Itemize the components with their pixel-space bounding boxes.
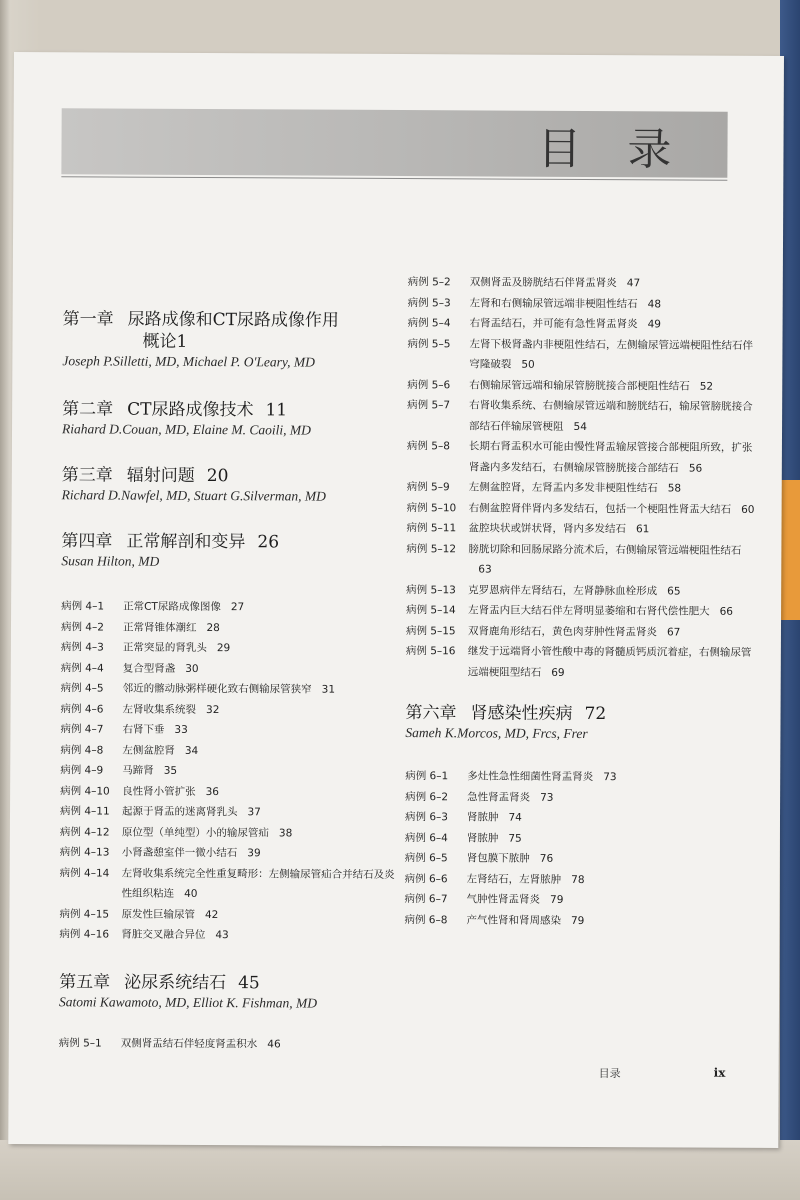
chapter-heading[interactable] [62,464,402,488]
case-page-number: 73 [603,771,617,784]
case-number: 病例 5–13 [406,583,456,596]
case-title-text: 马蹄肾 [122,764,154,777]
case-title [122,863,400,905]
toc-case-entry[interactable] [61,596,401,618]
toc-case-entry[interactable] [405,848,760,870]
toc-case-entry[interactable] [61,637,401,659]
case-number: 病例 5–4 [407,317,451,330]
case-page-number: 46 [267,1037,281,1050]
case-number: 病例 4–6 [60,702,104,715]
case-page-number: 58 [667,482,682,495]
case-title [122,843,400,865]
case-page-number: 37 [247,806,261,819]
case-title [123,699,401,721]
case-page-number: 39 [247,847,261,860]
toc-chapter [62,308,402,372]
toc-case-entry[interactable] [406,641,761,684]
case-title [123,617,401,639]
case-number: 病例 4–11 [59,805,110,818]
chapter-authors: Susan Hilton, MD [61,553,160,569]
case-title-text: 双侧肾盂结石伴轻度肾盂积水 [120,1037,258,1050]
case-number: 病例 5–9 [406,481,450,494]
toc-case-entry[interactable] [405,828,760,850]
case-title-text: 左肾和右侧输尿管远端非梗阻性结石 [469,296,638,310]
case-number: 病例 4–15 [59,907,110,921]
case-page-number: 56 [688,462,703,475]
case-title [469,334,762,377]
case-number: 病例 5–10 [406,501,457,514]
case-page-number: 65 [667,584,681,597]
case-page-number: 42 [204,908,219,921]
case-number: 病例 4–1 [61,600,105,613]
case-title [122,720,400,742]
case-number: 病例 6–6 [404,872,448,885]
case-page-number: 78 [571,873,585,886]
chapter-number: 第三章 [61,465,113,486]
toc-case-entry[interactable] [60,842,400,864]
toc-case-entry[interactable] [60,781,400,803]
case-number: 病例 5–1 [58,1036,102,1049]
case-page-number: 63 [478,563,492,576]
case-title-text: 肾脓肿 [466,831,499,845]
case-title [469,375,762,397]
case-number: 病例 4–5 [60,682,104,695]
book-page [8,52,784,1148]
case-page-number: 73 [540,791,554,804]
case-title-text: 左肾收集系统完全性重复畸形：左侧输尿管疝合并结石及炎性组织粘连 [121,867,395,900]
case-title [466,910,759,932]
chapter-title-line2: 概论 [142,331,177,352]
toc-case-entry[interactable] [60,760,400,782]
case-number: 病例 4–8 [60,743,104,756]
case-title [469,395,762,438]
chapter-title: 正常解剖和变异 [126,531,246,553]
chapter-page-number: 1 [176,331,188,352]
case-page-number: 48 [647,297,662,310]
case-title [469,498,762,520]
footer-page-number: ix [713,1065,726,1080]
case-page-number: 34 [184,744,199,757]
case-title [467,787,760,809]
chapter-heading[interactable] [59,971,399,995]
case-title-text: 复合型肾盏 [122,662,176,675]
case-title-text: 原位型（单纯型）小的输尿管疝 [121,826,269,839]
chapter-number: 第一章 [62,309,114,330]
case-title [121,904,399,926]
case-title [470,313,763,335]
case-title [123,658,401,680]
case-title [122,740,400,762]
chapter-authors: Joseph P.Silletti, MD, Michael P. O'Leary, MD [62,353,315,370]
toc-case-entry[interactable] [406,518,761,540]
title-banner [61,108,727,177]
chapter-title: CT尿路成像技术 [127,399,254,421]
case-title [468,641,761,684]
case-title-text: 左肾收集系统裂 [122,703,197,716]
case-title [468,621,761,643]
case-title-text: 长期右肾盂积水可能由慢性肾盂输尿管接合部梗阻所致，扩张肾盏内多发结石，右侧输尿管膀胱接合部结石 [468,440,753,474]
case-page-number: 40 [184,887,198,900]
chapter-title: 泌尿系统结石 [124,972,227,993]
case-page-number: 52 [699,380,714,393]
toc-case-entry[interactable] [407,395,762,438]
toc-case-entry[interactable] [61,678,401,700]
toc-case-entry[interactable] [404,910,759,932]
case-number: 病例 4–3 [60,641,104,654]
case-number: 病例 6–3 [404,811,448,824]
case-title-text: 邻近的髂动脉粥样硬化致右侧输尿管狭窄 [122,682,312,696]
case-page-number: 28 [206,621,220,634]
case-title-text: 右肾收集系统、右侧输尿管远端和膀胱结石，输尿管膀胱接合部结石伴输尿管梗阻 [469,399,753,433]
case-page-number: 35 [163,764,178,777]
case-title [467,848,760,870]
chapter-title: 肾感染性疾病 [470,703,573,724]
case-title [123,638,401,660]
chapter-page-number: 20 [206,466,229,487]
case-number: 病例 4–12 [59,825,110,839]
chapter-number: 第五章 [59,971,111,993]
case-page-number: 66 [719,605,733,618]
chapter-authors: Richard D.Nawfel, MD, Stuart G.Silverman, MD [61,487,326,504]
case-page-number: 60 [741,503,755,516]
case-title-text: 正常突显的肾乳头 [122,641,207,655]
chapter-title: 辐射问题 [126,465,195,486]
case-title-text: 右肾下垂 [122,723,165,736]
case-number: 病例 4–9 [60,764,104,777]
case-title-text: 肾脓肿 [466,811,499,824]
toc-case-entry[interactable] [405,869,760,891]
case-number: 病例 6–4 [404,831,448,844]
case-title-text: 良性肾小管扩张 [122,785,196,798]
chapter-number: 第二章 [62,399,114,420]
toc-case-entry[interactable] [60,822,400,844]
case-title [467,869,760,891]
toc-case-entry[interactable] [408,313,763,335]
case-page-number: 27 [230,601,245,614]
case-title-text: 继发于远端肾小管性酸中毒的肾髓质钙质沉着症，右侧输尿管远端梗阻型结石 [467,645,752,679]
case-page-number: 67 [666,625,681,638]
case-title-text: 起源于肾盂的迷离肾乳头 [121,805,238,819]
case-page-number: 69 [551,666,565,679]
case-title [123,679,401,701]
toc-chapter [59,530,401,946]
toc-chapter [404,702,760,932]
case-title [467,807,760,829]
chapter-heading[interactable] [405,702,760,726]
toc-case-entry[interactable] [405,889,760,911]
case-title [122,822,400,844]
case-title [122,761,400,783]
case-number: 病例 4–14 [59,866,110,880]
case-number: 病例 6–8 [404,913,448,926]
case-title [469,477,762,499]
case-page-number: 29 [216,642,231,655]
case-title [469,436,762,479]
case-number: 病例 4–13 [59,846,110,859]
case-title-text: 肾脏交叉融合异位 [121,928,206,942]
case-number: 病例 5–3 [407,296,451,309]
toc-case-entry[interactable] [59,924,399,946]
toc-case-entry[interactable] [60,801,400,823]
case-title-text: 左侧盆腔肾 [122,744,175,757]
chapter-page-number: 11 [265,400,288,421]
case-title-text: 肾包膜下脓肿 [466,852,530,865]
chapter-number: 第六章 [405,703,457,724]
case-number: 病例 4–10 [60,784,110,798]
case-title-text: 原发性巨输尿管 [121,908,196,921]
case-number: 病例 5–8 [406,440,450,453]
case-number: 病例 5–16 [405,645,456,658]
page-title: 目 录 [537,123,688,176]
case-page-number: 75 [508,832,522,845]
case-page-number: 43 [215,929,229,942]
case-title-text: 正常CT尿路成像图像 [123,600,221,614]
toc-case-entry[interactable] [61,699,401,721]
case-title [468,600,761,622]
case-title-text: 右侧输尿管远端和输尿管膀胱接合部梗阻性结石 [469,378,690,393]
case-page-number: 38 [278,826,293,839]
case-number: 病例 6–1 [405,770,449,783]
case-title-text: 产气性肾和肾周感染 [466,913,561,927]
case-title [467,828,760,850]
case-page-number: 79 [550,893,564,906]
case-page-number: 79 [570,914,585,927]
footer-section-label: 目录 [598,1067,621,1081]
toc-right-column [404,272,762,932]
toc-case-entry[interactable] [405,787,760,809]
case-number: 病例 5–14 [406,604,456,617]
toc-case-entry[interactable] [407,436,762,479]
case-title-text: 双侧肾盂及膀胱结石伴肾盂肾炎 [469,276,617,290]
case-title-text: 左肾下极肾盏内非梗阻性结石，左侧输尿管远端梗阻性结石伴穹隆破裂 [469,337,754,371]
case-title-text: 多灶性急性细菌性肾盂肾炎 [467,770,594,784]
case-title [468,539,761,582]
case-title [467,766,760,788]
toc-case-entry[interactable] [405,807,760,829]
case-page-number: 74 [508,811,522,824]
case-title-text: 双肾鹿角形结石，黄色肉芽肿性肾盂肾炎 [467,624,658,638]
toc-case-entry[interactable] [407,334,762,377]
chapter-heading[interactable] [61,530,401,554]
chapter-page-number: 26 [257,532,280,553]
toc-chapter [59,971,399,1055]
toc-case-entry[interactable] [61,658,401,680]
case-title [121,925,399,947]
case-page-number: 33 [174,723,188,736]
chapter-authors: Riahard D.Couan, MD, Elaine M. Caoili, MD [61,421,311,438]
case-page-number: 32 [206,703,220,716]
case-number: 病例 6–2 [405,790,449,803]
case-number: 病例 6–5 [404,852,448,865]
toc-case-entry[interactable] [406,580,761,602]
chapter-title: 尿路成像和CT尿路成像作用 [127,309,340,331]
case-title-text: 左侧盆腔肾，左肾盂内多发非梗阻性结石 [468,481,658,495]
toc-case-entry[interactable] [405,766,760,788]
toc-chapter [62,464,402,506]
case-number: 病例 4–2 [60,620,104,633]
case-title [123,597,401,619]
case-title [122,781,400,803]
case-page-number: 30 [185,662,199,675]
case-title [470,293,763,315]
case-number: 病例 4–16 [59,928,110,941]
chapter-title-continued [62,330,402,354]
chapter-page-number: 72 [584,703,607,725]
toc-case-entry[interactable] [406,539,761,582]
case-title-text: 左肾盂内巨大结石伴左肾明显萎缩和右肾代偿性肥大 [468,604,710,618]
case-page-number: 61 [635,523,650,536]
case-title-text: 急性肾盂肾炎 [467,790,531,804]
case-title [122,802,400,824]
toc-case-entry[interactable] [59,1033,399,1055]
toc-case-entry[interactable] [59,904,399,926]
toc-left-column [59,280,403,1055]
case-title [468,580,761,602]
toc-case-entry[interactable] [407,498,762,520]
toc-case-entry[interactable] [407,477,762,499]
case-number: 病例 5–2 [407,276,451,289]
chapter-page-number: 45 [238,972,260,993]
toc-case-entry[interactable] [408,272,763,294]
case-title [470,272,763,294]
toc-case-entry[interactable] [60,740,400,762]
case-page-number: 54 [573,420,587,433]
case-page-number: 31 [321,683,336,696]
case-number: 病例 4–7 [60,723,104,736]
toc-case-entry[interactable] [60,863,400,906]
case-page-number: 76 [539,852,554,865]
toc-case-entry[interactable] [406,621,761,643]
toc-case-entry[interactable] [407,375,762,397]
toc-case-entry[interactable] [406,600,761,622]
case-title-text: 正常肾锥体潮红 [122,621,197,634]
case-title [467,889,760,911]
case-title-text: 盆腔块状或饼状肾，肾内多发结石 [468,522,627,536]
case-title-text: 膀胱切除和回肠尿路分流术后，右侧输尿管远端梗阻性结石 [468,542,742,557]
case-number: 病例 5–15 [405,624,456,637]
toc-chapter [62,398,402,440]
case-page-number: 50 [521,358,535,371]
case-page-number: 36 [205,785,220,798]
case-title-text: 右侧盆腔肾伴肾内多发结石，包括一个梗阻性肾盂大结石 [468,501,732,516]
chapter-heading[interactable] [62,398,402,422]
case-title-text: 克罗恩病伴左肾结石，左肾静脉血栓形成 [468,583,658,597]
case-page-number: 47 [626,277,641,290]
toc-case-entry[interactable] [61,617,401,639]
case-page-number: 49 [647,318,661,331]
case-title [468,518,761,540]
case-number: 病例 6–7 [404,893,448,906]
case-number: 病例 5–6 [407,378,451,391]
chapter-number: 第四章 [61,531,113,552]
case-title-text: 左肾结石，左肾脓肿 [466,872,562,886]
case-number: 病例 5–7 [407,399,451,412]
case-number: 病例 4–4 [60,661,104,674]
case-title [121,1033,399,1055]
case-number: 病例 5–12 [406,542,457,555]
chapter-heading[interactable] [63,308,403,332]
case-title-text: 小肾盏憩室伴一微小结石 [121,846,238,860]
case-number: 病例 5–5 [407,337,451,350]
toc-case-entry[interactable] [408,293,763,315]
case-title-text: 右肾盂结石，并可能有急性肾盂肾炎 [469,317,638,331]
book-bottom-edge [0,1140,800,1200]
toc-case-entry[interactable] [60,719,400,741]
case-number: 病例 5–11 [406,522,457,535]
chapter-authors: Sameh K.Morcos, MD, Frcs, Frer [405,725,588,742]
chapter-authors: Satomi Kawamoto, MD, Elliot K. Fishman, MD [58,993,318,1011]
case-title-text: 气肿性肾盂肾炎 [466,893,541,906]
